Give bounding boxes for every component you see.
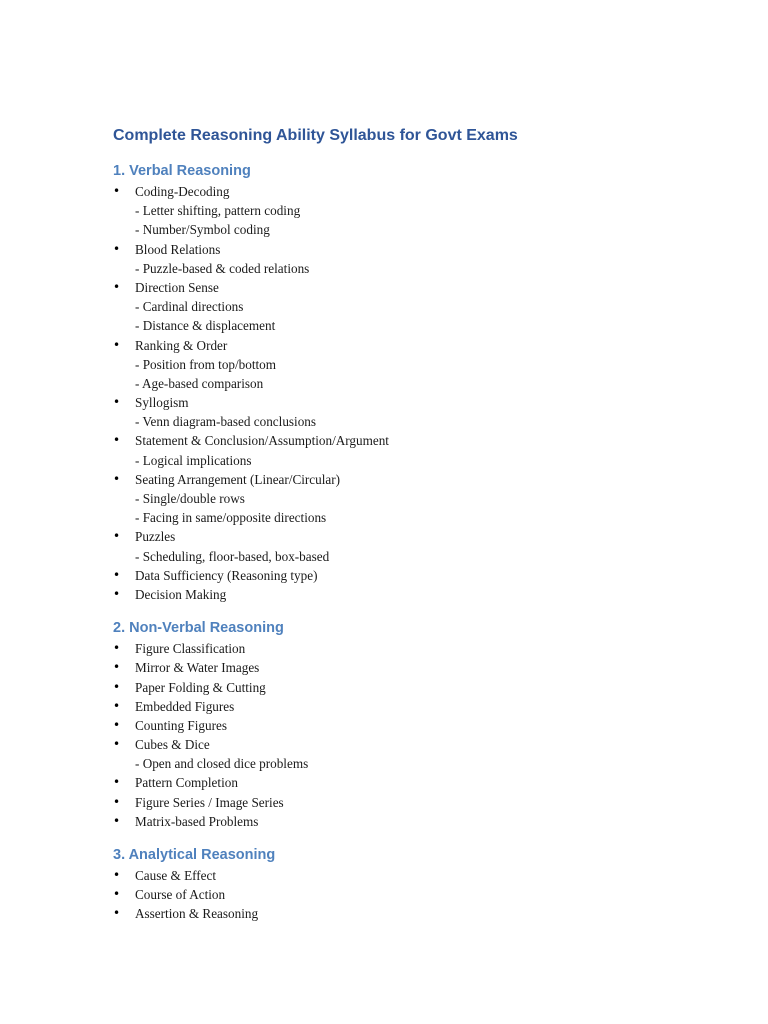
sub-point: - Single/double rows xyxy=(135,491,245,506)
list-item-label: Syllogism xyxy=(135,395,189,411)
list-item xyxy=(113,240,713,278)
list-item xyxy=(113,336,713,394)
bullet-icon: • xyxy=(113,395,121,410)
list-item-line xyxy=(113,431,713,450)
list-item xyxy=(113,393,713,431)
list-item-label: Puzzles xyxy=(135,529,176,545)
list-item-label: Coding-Decoding xyxy=(135,184,230,199)
list-item-line xyxy=(113,866,713,885)
list-item-line xyxy=(113,639,713,658)
sub-point: - Age-based comparison xyxy=(135,375,264,391)
bullet-icon: • xyxy=(113,433,121,448)
bullet-icon: • xyxy=(113,698,121,713)
list-item xyxy=(113,697,713,716)
section-2 xyxy=(113,617,713,831)
sub-point: - Scheduling, floor-based, box-based xyxy=(135,548,330,564)
list-item-line xyxy=(113,885,713,904)
bullet-icon: • xyxy=(113,868,121,882)
list-item-label: Embedded Figures xyxy=(135,698,235,714)
list-item-line xyxy=(113,904,713,923)
bullet-icon: • xyxy=(113,887,121,902)
bullet-icon: • xyxy=(113,717,121,732)
list-item-label: Data Sufficiency (Reasoning type) xyxy=(135,567,318,583)
bullet-icon: • xyxy=(113,737,121,752)
bullet-icon: • xyxy=(113,279,121,294)
bullet-icon: • xyxy=(113,660,121,675)
list-item-line xyxy=(113,735,713,754)
list-item xyxy=(113,678,713,697)
section-heading: 3. Analytical Reasoning xyxy=(113,847,276,863)
list-item-label: Blood Relations xyxy=(135,241,221,257)
bullet-list xyxy=(113,866,713,924)
list-item xyxy=(113,639,713,658)
bullet-list xyxy=(113,182,713,604)
list-item xyxy=(113,658,713,677)
sub-point: - Venn diagram-based conclusions xyxy=(135,414,317,430)
list-item xyxy=(113,585,713,604)
list-item xyxy=(113,182,713,240)
bullet-icon: • xyxy=(113,775,121,790)
list-item-line xyxy=(113,470,713,489)
list-item-line xyxy=(113,678,713,697)
bullet-icon: • xyxy=(113,471,121,486)
section-1 xyxy=(113,160,713,604)
list-item xyxy=(113,812,713,831)
list-item-label: Counting Figures xyxy=(135,717,227,733)
bullet-icon: • xyxy=(113,529,121,544)
sub-point: - Facing in same/opposite directions xyxy=(135,510,327,526)
list-item-line xyxy=(113,697,713,716)
sub-point: - Number/Symbol coding xyxy=(135,222,270,238)
list-item-label: Cause & Effect xyxy=(135,868,217,883)
list-item-label: Figure Series / Image Series xyxy=(135,794,284,810)
bullet-icon: • xyxy=(113,679,121,694)
sub-point: - Distance & displacement xyxy=(135,318,276,334)
list-item xyxy=(113,885,713,904)
bullet-icon: • xyxy=(113,813,121,828)
list-item xyxy=(113,527,713,565)
list-item-line xyxy=(113,658,713,677)
section-heading: 1. Verbal Reasoning xyxy=(113,163,251,179)
page-title: Complete Reasoning Ability Syllabus for Govt Exams xyxy=(113,127,518,144)
list-item-line xyxy=(113,566,713,585)
sub-point: - Cardinal directions xyxy=(135,299,244,315)
list-item-line xyxy=(113,527,713,546)
list-item-label: Figure Classification xyxy=(135,641,246,657)
list-item-line xyxy=(113,793,713,812)
list-item-line xyxy=(113,336,713,355)
list-item-label: Ranking & Order xyxy=(135,337,228,353)
list-item-label: Paper Folding & Cutting xyxy=(135,679,266,695)
list-item-label: Matrix-based Problems xyxy=(135,813,259,829)
bullet-list xyxy=(113,639,713,831)
bullet-icon: • xyxy=(113,641,121,656)
sub-point: - Open and closed dice problems xyxy=(135,756,309,772)
bullet-icon: • xyxy=(113,794,121,809)
list-item-label: Seating Arrangement (Linear/Circular) xyxy=(135,471,341,487)
list-item-line xyxy=(113,393,713,412)
section-3 xyxy=(113,844,713,924)
list-item-label: Pattern Completion xyxy=(135,775,238,791)
bullet-icon: • xyxy=(113,337,121,352)
list-item xyxy=(113,278,713,336)
sub-point: - Position from top/bottom xyxy=(135,356,277,372)
bullet-icon: • xyxy=(113,567,121,582)
list-item xyxy=(113,773,713,792)
bullet-icon: • xyxy=(113,586,121,601)
list-item-label: Assertion & Reasoning xyxy=(135,906,259,922)
sub-point: - Logical implications xyxy=(135,452,252,468)
list-item xyxy=(113,904,713,923)
list-item-line xyxy=(113,585,713,604)
list-item xyxy=(113,431,713,469)
list-item-label: Cubes & Dice xyxy=(135,737,210,753)
document-content xyxy=(113,124,713,924)
sections-container xyxy=(113,160,713,924)
bullet-icon: • xyxy=(113,184,121,198)
list-item-line xyxy=(113,812,713,831)
sub-point: - Letter shifting, pattern coding xyxy=(135,203,301,219)
list-item xyxy=(113,866,713,885)
list-item xyxy=(113,735,713,773)
list-item-line xyxy=(113,182,713,201)
list-item-line xyxy=(113,773,713,792)
list-item-line xyxy=(113,716,713,735)
bullet-icon: • xyxy=(113,241,121,256)
section-heading: 2. Non-Verbal Reasoning xyxy=(113,620,284,637)
list-item xyxy=(113,566,713,585)
list-item-label: Statement & Conclusion/Assumption/Argument xyxy=(135,433,389,449)
list-item xyxy=(113,716,713,735)
list-item-label: Course of Action xyxy=(135,887,226,903)
list-item-line xyxy=(113,278,713,297)
list-item xyxy=(113,470,713,528)
list-item-label: Mirror & Water Images xyxy=(135,660,260,676)
bullet-icon: • xyxy=(113,906,121,921)
list-item-label: Decision Making xyxy=(135,586,227,602)
list-item-line xyxy=(113,240,713,259)
sub-point: - Puzzle-based & coded relations xyxy=(135,260,310,276)
list-item-label: Direction Sense xyxy=(135,279,219,295)
list-item xyxy=(113,793,713,812)
